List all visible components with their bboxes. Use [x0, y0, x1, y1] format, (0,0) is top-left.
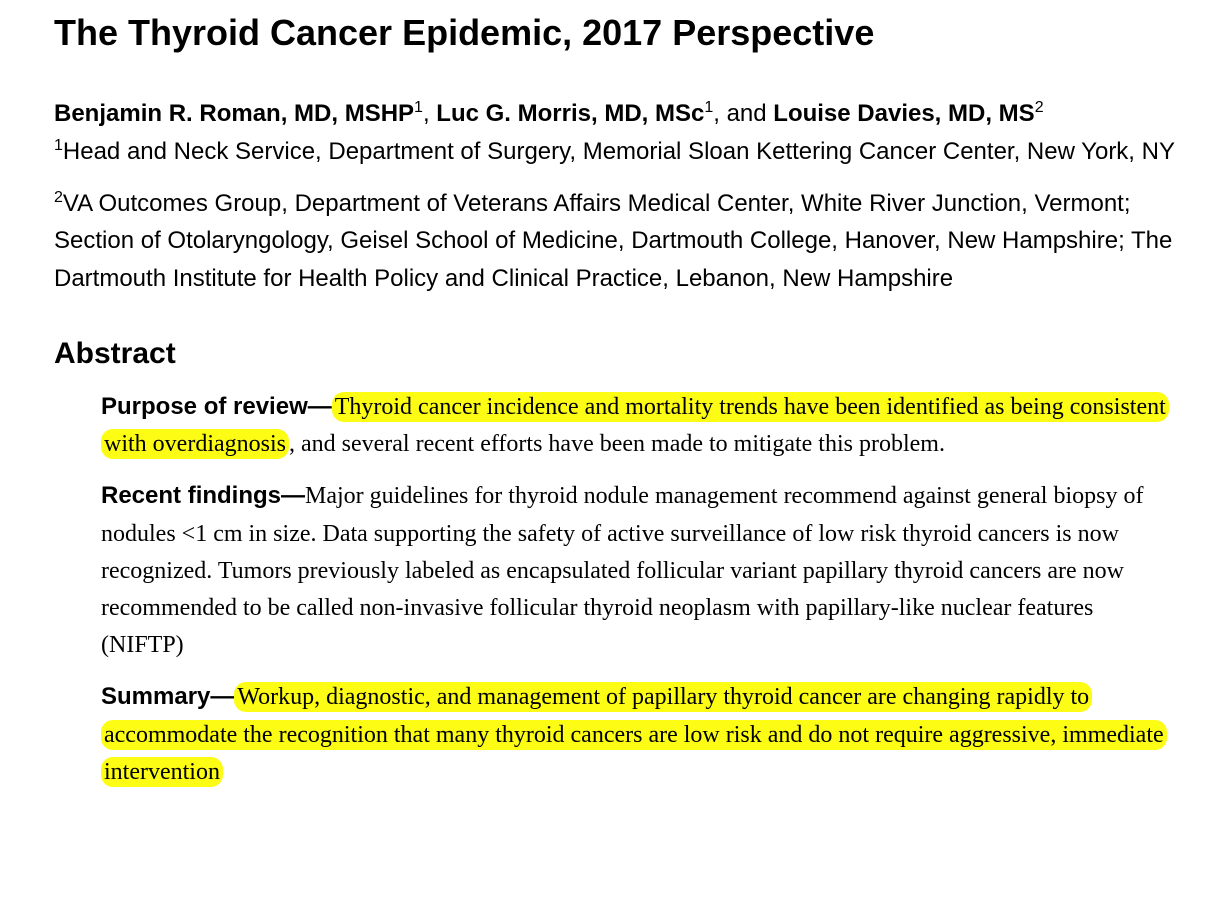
author-name: Louise Davies, MD, MS [773, 100, 1035, 127]
author-name: Benjamin R. Roman, MD, MSHP [54, 100, 415, 127]
author-affiliation-mark: 2 [1034, 99, 1044, 116]
affiliation-number: 2 [54, 188, 63, 206]
author-affiliation-mark: 1 [414, 99, 423, 116]
author-conjunction: , and [713, 100, 774, 127]
affiliation-2 [54, 185, 1204, 298]
abstract-summary [101, 678, 1176, 791]
author-separator: , [422, 100, 437, 127]
paper-page [54, 10, 1204, 791]
section-text: , and several recent efforts have been made to mitigate this problem. [288, 431, 945, 458]
affiliation-text: Head and Neck Service, Department of Surgery, Memorial Sloan Kettering Cancer Center, New York, NY [62, 138, 1175, 165]
abstract-findings [101, 477, 1176, 664]
affiliation-text: VA Outcomes Group, Department of Veterans Affairs Medical Center, White River Junction, Vermont; Section of Otolaryngology, Geisel School of Medicine, Dartmouth College, Hanover, New Hampshire; The Dartmouth Institute for Health Policy and Clinical Practice, Lebanon, New Hampshire [54, 189, 1173, 292]
abstract-purpose [101, 388, 1176, 463]
paper-title: The Thyroid Cancer Epidemic, 2017 Perspective [54, 12, 875, 53]
affiliation-number: 1 [54, 137, 63, 154]
highlighted-text: Workup, diagnostic, and management of papillary thyroid cancer are changing rapidly to accommodate the recognition that many thyroid cancers are low risk and do not require aggressive, immediate intervention [101, 682, 1167, 786]
section-text: Major guidelines for thyroid nodule management recommend against general biopsy of nodules <1 cm in size. Data supporting the safety of active surveillance of low risk thyroid cancers is now recognized. Tumors previously labeled as encapsulated follicular variant papillary thyroid cancers are now recommended to be called non-invasive follicular thyroid neoplasm with papillary-like nuclear features (NIFTP) [101, 483, 1144, 659]
section-label: Recent findings— [101, 482, 306, 510]
highlighted-text: Thyroid cancer incidence and mortality trends have been identified as being consistent with overdiagnosis [101, 392, 1169, 459]
author-affiliation-mark: 1 [704, 99, 714, 116]
affiliation-1 [54, 133, 1204, 171]
section-label: Summary— [101, 683, 235, 711]
section-label: Purpose of review— [101, 393, 332, 420]
author-name: Luc G. Morris, MD, MSc [436, 100, 705, 127]
abstract-heading: Abstract [54, 337, 176, 370]
author-list [54, 96, 1204, 132]
